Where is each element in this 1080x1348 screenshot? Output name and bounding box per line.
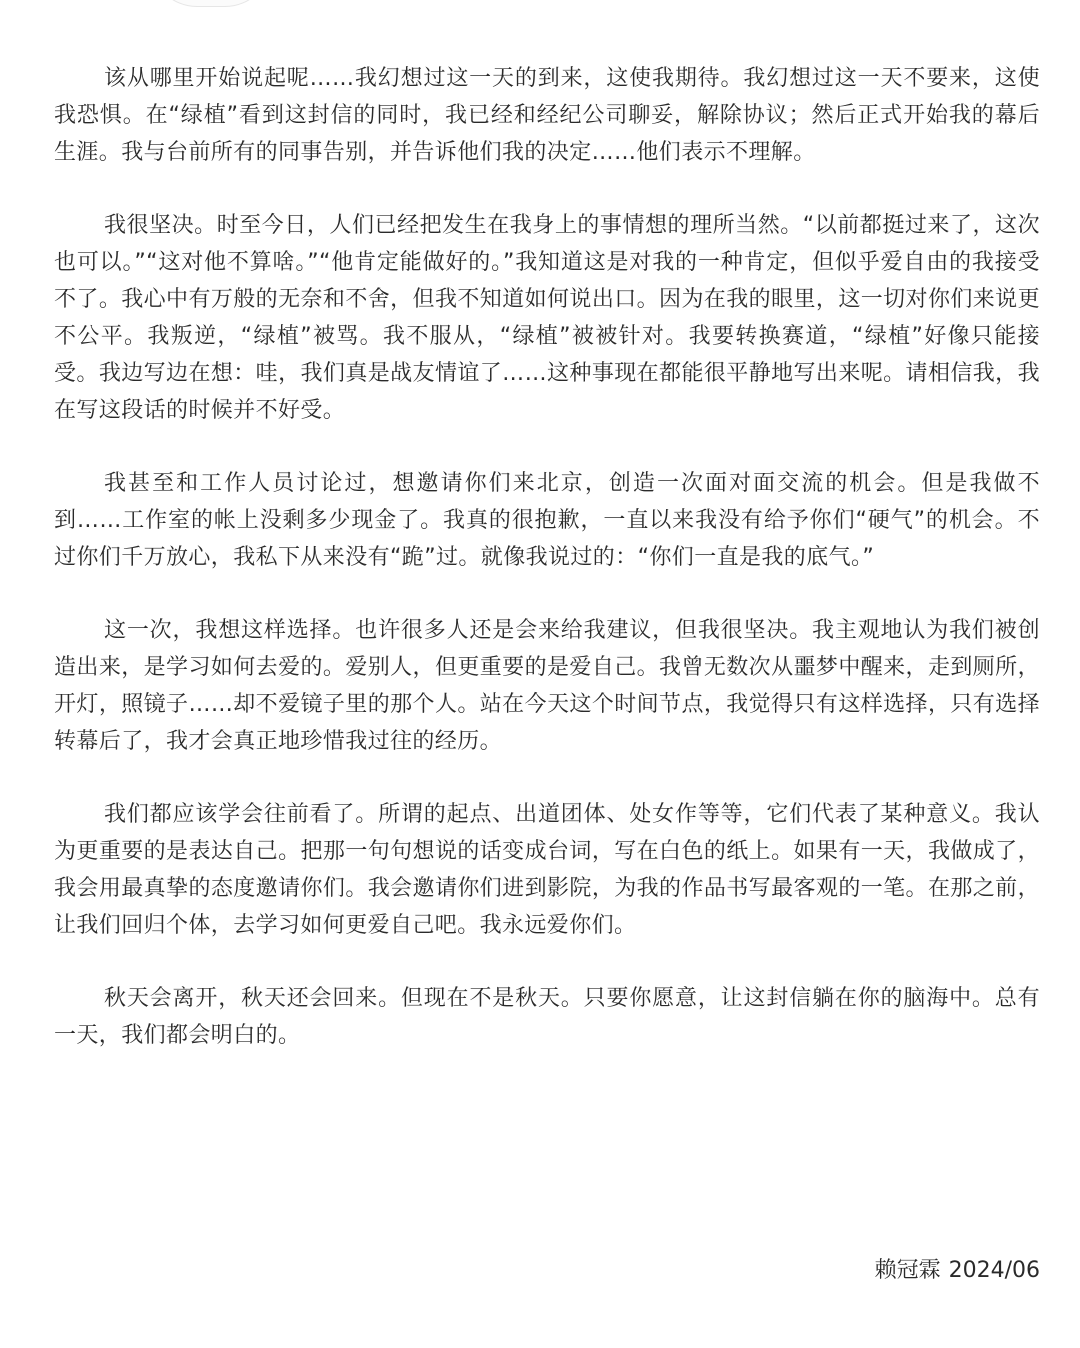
- signature-name: 赖冠霖: [874, 1258, 941, 1283]
- paragraph-4: 这一次，我想这样选择。也许很多人还是会来给我建议，但我很坚决。我主观地认为我们被创造出来，是学习如何去爱的。爱别人，但更重要的是爱自己。我曾无数次从噩梦中醒来，走到厕所，开灯，照镜子……却不爱镜子里的那个人。站在今天这个时间节点，我觉得只有这样选择，只有选择转幕后了，我才会真正地珍惜我过往的经历。: [54, 618, 1040, 754]
- paragraph-5: 我们都应该学会往前看了。所谓的起点、出道团体、处女作等等，它们代表了某种意义。我认为更重要的是表达自己。把那一句句想说的话变成台词，写在白色的纸上。如果有一天，我做成了，我会用最真挚的态度邀请你们。我会邀请你们进到影院，为我的作品书写最客观的一笔。在那之前，让我们回归个体，去学习如何更爱自己吧。我永远爱你们。: [54, 802, 1040, 938]
- paragraph-3: 我甚至和工作人员讨论过，想邀请你们来北京，创造一次面对面交流的机会。但是我做不到……工作室的帐上没剩多少现金了。我真的很抱歉，一直以来我没有给予你们“硬气”的机会。不过你们千万放心，我私下从来没有“跪”过。就像我说过的：“你们一直是我的底气。”: [54, 471, 1040, 570]
- paragraph-6: 秋天会离开，秋天还会回来。但现在不是秋天。只要你愿意，让这封信躺在你的脑海中。总有一天，我们都会明白的。: [54, 986, 1040, 1048]
- paragraph-1: 该从哪里开始说起呢……我幻想过这一天的到来，这使我期待。我幻想过这一天不要来，这使我恐惧。在“绿植”看到这封信的同时，我已经和经纪公司聊妥，解除协议；然后正式开始我的幕后生涯。我与台前所有的同事告别，并告诉他们我的决定……他们表示不理解。: [54, 66, 1040, 165]
- signature: [875, 1252, 1040, 1289]
- signature-date: 2024/06: [948, 1258, 1040, 1283]
- paragraph-2: 我很坚决。时至今日，人们已经把发生在我身上的事情想的理所当然。“以前都挺过来了，这次也可以。”“这对他不算啥。”“他肯定能做好的。”我知道这是对我的一种肯定，但似乎爱自由的我接受不了。我心中有万般的无奈和不舍，但我不知道如何说出口。因为在我的眼里，这一切对你们来说更不公平。我叛逆，“绿植”被骂。我不服从，“绿植”被被针对。我要转换赛道，“绿植”好像只能接受。我边写边在想：哇，我们真是战友情谊了……这种事现在都能很平静地写出来呢。请相信我，我在写这段话的时候并不好受。: [54, 213, 1040, 423]
- top-edge-mark: [150, 0, 272, 7]
- letter-body: [54, 60, 1040, 1090]
